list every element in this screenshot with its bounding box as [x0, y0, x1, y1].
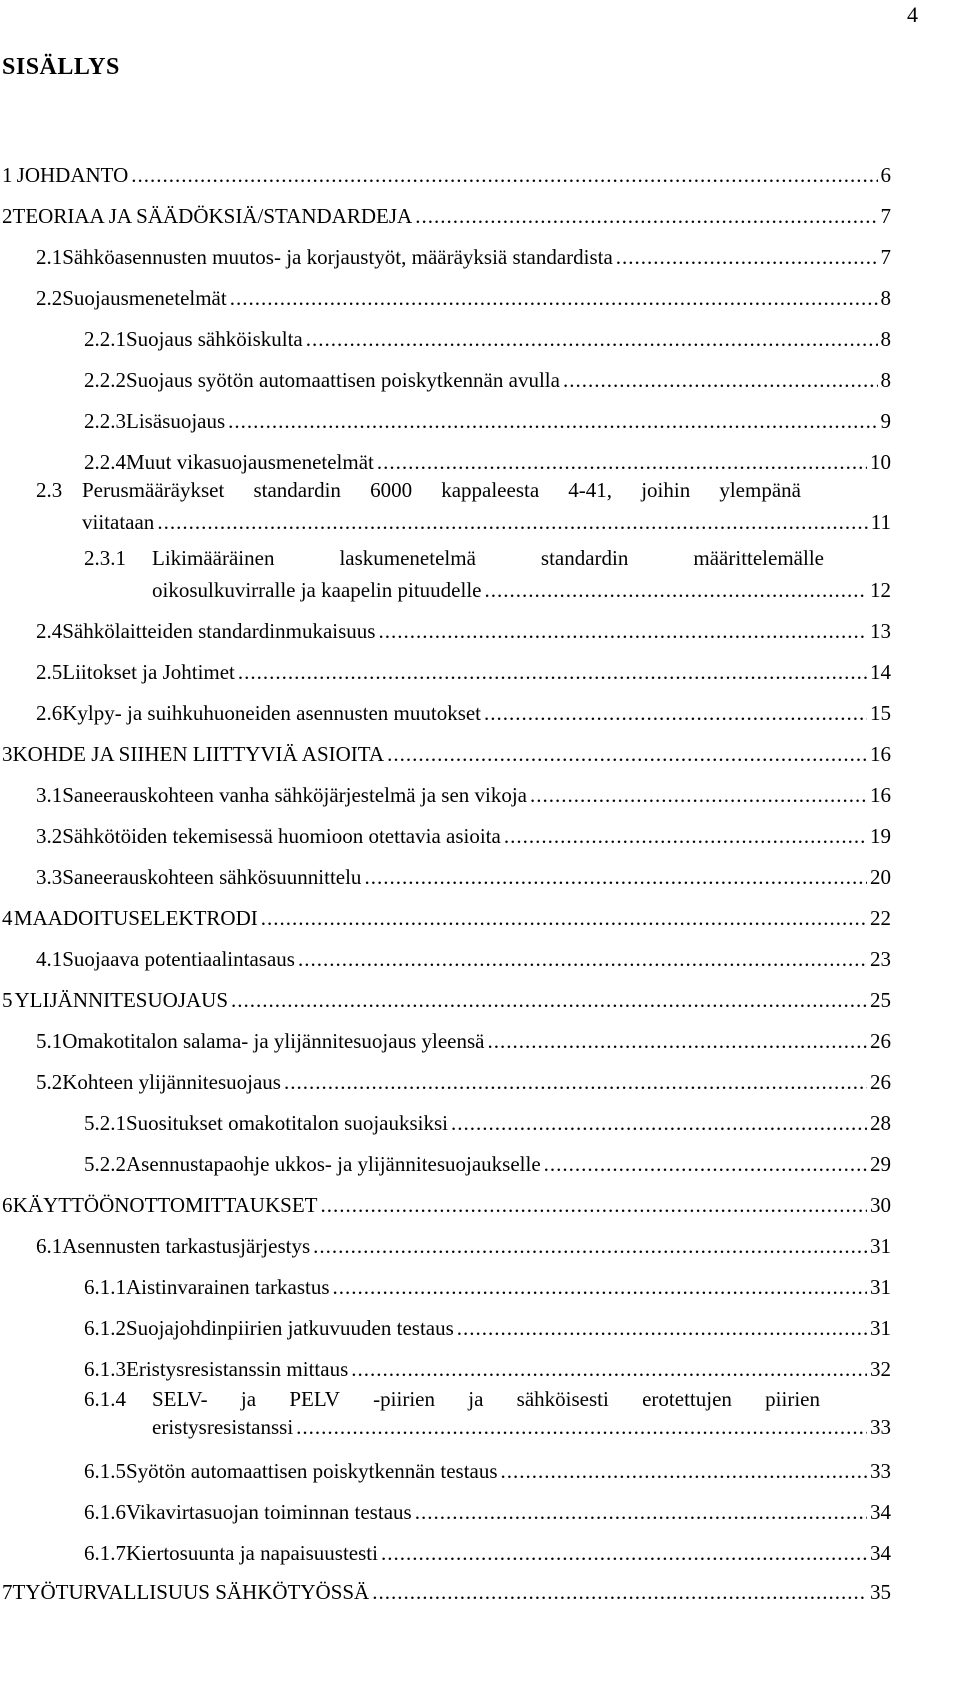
toc-entry-page: 19	[870, 824, 891, 848]
toc-entry-page: 6	[880, 163, 891, 187]
toc-entry[interactable]	[36, 824, 891, 848]
toc-entry-page: 29	[870, 1152, 891, 1176]
leader-dots	[351, 1357, 867, 1381]
toc-entry[interactable]	[84, 1357, 891, 1381]
toc-entry[interactable]	[36, 701, 891, 725]
leader-dots	[261, 906, 867, 930]
toc-entry[interactable]	[36, 1234, 891, 1258]
toc-entry[interactable]	[84, 1316, 891, 1340]
toc-entry-title: Suojajohdinpiirien jatkuvuuden testaus	[126, 1316, 454, 1340]
toc-entry[interactable]	[84, 1387, 891, 1439]
toc-entry-page: 8	[880, 327, 891, 351]
toc-entry-title: eristysresistanssi	[152, 1415, 294, 1439]
toc-entry-page: 8	[880, 368, 891, 392]
toc-entry-title: Saneerauskohteen sähkösuunnittelu	[62, 865, 362, 889]
title-word: määrittelemälle	[693, 546, 824, 570]
toc-entry-title: Suojaus syötön automaattisen poiskytkennän avulla	[126, 368, 560, 392]
toc-entry-page: 34	[870, 1541, 891, 1565]
title-word: SELV-	[152, 1387, 208, 1411]
toc-entry-page: 31	[870, 1234, 891, 1258]
toc-entry[interactable]	[84, 1500, 891, 1524]
leader-dots	[530, 783, 867, 807]
leader-dots	[298, 947, 867, 971]
leader-dots	[387, 742, 867, 766]
leader-dots	[377, 450, 867, 474]
toc-entry-title: Asennustapaohje ukkos- ja ylijännitesuojaukselle	[126, 1152, 541, 1176]
title-word: ja	[240, 1387, 257, 1411]
toc-entry-number: 5	[2, 988, 13, 1012]
title-word: 6000	[370, 478, 413, 502]
toc-entry-title: TEORIAA JA SÄÄDÖKSIÄ/STANDARDEJA	[12, 204, 413, 228]
toc-entry-number: 6	[2, 1193, 13, 1217]
leader-dots	[372, 1580, 867, 1604]
leader-dots	[415, 1500, 867, 1524]
toc-entry-title: MAADOITUSELEKTRODI	[13, 906, 258, 930]
leader-dots	[501, 1459, 867, 1483]
title-word: joihin	[641, 478, 691, 502]
toc-entry-title: Kiertosuunta ja napaisuustesti	[126, 1541, 378, 1565]
toc-entry-number: 6.1.5	[84, 1459, 126, 1483]
leader-dots	[378, 619, 867, 643]
toc-entry[interactable]	[36, 783, 891, 807]
toc-entry[interactable]	[36, 1029, 891, 1053]
toc-entry-number: 6.1.6	[84, 1500, 126, 1524]
toc-entry-page: 31	[870, 1316, 891, 1340]
toc-entry-page: 33	[870, 1459, 891, 1483]
title-word: Perusmääräykset	[82, 478, 225, 502]
toc-entry-title: Syötön automaattisen poiskytkennän testaus	[126, 1459, 498, 1483]
toc-entry-title: Sähköasennusten muutos- ja korjaustyöt, määräyksiä standardista	[62, 245, 613, 269]
toc-entry-number: 2.2	[36, 286, 63, 310]
toc-entry-number: 2.2.3	[84, 409, 126, 433]
title-word: Likimääräinen	[152, 546, 275, 570]
toc-entry[interactable]	[36, 619, 891, 643]
leader-dots	[457, 1316, 867, 1340]
toc-entry-number: 3.3	[36, 865, 63, 889]
toc-entry[interactable]	[84, 1275, 891, 1299]
toc-entry[interactable]	[2, 204, 891, 228]
leader-dots	[313, 1234, 867, 1258]
toc-entry[interactable]	[84, 1459, 891, 1483]
leader-dots	[487, 1029, 867, 1053]
toc-entry[interactable]	[2, 1580, 891, 1604]
toc-entry-number: 6.1.1	[84, 1275, 126, 1299]
leader-dots	[131, 163, 877, 187]
toc-entry-number: 6.1.3	[84, 1357, 126, 1381]
toc-entry-page: 31	[870, 1275, 891, 1299]
toc-entry-page: 26	[870, 1070, 891, 1094]
toc-entry-number: 2.2.2	[84, 368, 126, 392]
leader-dots	[381, 1541, 867, 1565]
toc-entry-page: 20	[870, 865, 891, 889]
toc-entry[interactable]	[2, 742, 891, 766]
toc-entry-page: 7	[880, 245, 891, 269]
toc-entry-title: Vikavirtasuojan toiminnan testaus	[126, 1500, 412, 1524]
title-word: erotettujen	[642, 1387, 732, 1411]
toc-entry-number: 5.2.2	[84, 1152, 126, 1176]
toc-entry[interactable]	[2, 163, 891, 187]
title-word: sähköisesti	[516, 1387, 609, 1411]
toc-entry-title: KOHDE JA SIIHEN LIITTYVIÄ ASIOITA	[12, 742, 385, 766]
toc-entry[interactable]	[36, 286, 891, 310]
toc-entry-number: 6.1.7	[84, 1541, 126, 1565]
toc-entry-number: 6.1.2	[84, 1316, 126, 1340]
leader-dots	[415, 204, 877, 228]
title-word: ylempänä	[719, 478, 801, 502]
toc-entry-page: 16	[870, 783, 891, 807]
toc-entry-page: 28	[870, 1111, 891, 1135]
toc-entry[interactable]	[36, 947, 891, 971]
toc-entry-number: 2.3	[36, 478, 63, 502]
toc-entry-title: Liitokset ja Johtimet	[62, 660, 235, 684]
toc-entry-number: 3	[2, 742, 13, 766]
title-word: ja	[468, 1387, 484, 1411]
toc-entry-title: Kylpy- ja suihkuhuoneiden asennusten muutokset	[62, 701, 482, 725]
toc-entry-page: 12	[870, 578, 891, 602]
toc-entry[interactable]	[84, 368, 891, 392]
leader-dots	[504, 824, 867, 848]
toc-entry[interactable]	[2, 988, 891, 1012]
toc-entry-number: 4.1	[36, 947, 63, 971]
title-word: -piirien	[373, 1387, 435, 1411]
leader-dots	[230, 286, 878, 310]
toc-entry[interactable]	[2, 906, 891, 930]
toc-entry-number: 5.1	[36, 1029, 63, 1053]
toc-entry-page: 34	[870, 1500, 891, 1524]
toc-entry-number: 2.3.1	[84, 546, 126, 570]
toc-entry-title: Aistinvarainen tarkastus	[126, 1275, 330, 1299]
toc-entry-number: 1	[2, 163, 13, 187]
toc-entry-title-line1	[82, 478, 801, 502]
toc-entry-number: 3.2	[36, 824, 63, 848]
toc-entry-title: Suositukset omakotitalon suojauksiksi	[126, 1111, 449, 1135]
toc-entry[interactable]	[36, 245, 891, 269]
toc-entry-number: 6.1	[36, 1234, 63, 1258]
toc-entry-page: 7	[880, 204, 891, 228]
toc-entry-number: 2.2.1	[84, 327, 126, 351]
toc-entry-number: 5.2	[36, 1070, 63, 1094]
toc-entry-page: 16	[870, 742, 891, 766]
toc-entry-title: Asennusten tarkastusjärjestys	[62, 1234, 311, 1258]
toc-entry-number: 2.5	[36, 660, 63, 684]
toc-entry-page: 15	[870, 701, 891, 725]
page-number: 4	[907, 2, 918, 27]
leader-dots	[563, 368, 878, 392]
toc-entry[interactable]	[84, 1152, 891, 1176]
toc-entry-title: viitataan	[82, 510, 155, 534]
toc-entry[interactable]	[84, 409, 891, 433]
toc-entry[interactable]	[36, 660, 891, 684]
toc-entry-number: 3.1	[36, 783, 63, 807]
leader-dots	[231, 988, 867, 1012]
toc-entry-title: Suojausmenetelmät	[62, 286, 227, 310]
toc-entry[interactable]	[84, 450, 891, 474]
toc-entry-number: 2	[2, 204, 13, 228]
toc-entry-number: 2.6	[36, 701, 63, 725]
leader-dots	[238, 660, 867, 684]
toc-entry-title: Sähkötöiden tekemisessä huomioon otettavia asioita	[62, 824, 501, 848]
toc-entry-page: 32	[870, 1357, 891, 1381]
toc-entry-page: 9	[880, 409, 891, 433]
leader-dots	[284, 1070, 867, 1094]
leader-dots	[306, 327, 878, 351]
leader-dots	[451, 1111, 867, 1135]
title-word: PELV	[289, 1387, 340, 1411]
toc-entry-page: 23	[870, 947, 891, 971]
toc-entry-title: oikosulkuvirralle ja kaapelin pituudelle	[152, 578, 482, 602]
toc-entry-page: 8	[880, 286, 891, 310]
toc-entry-page: 25	[870, 988, 891, 1012]
leader-dots	[544, 1152, 867, 1176]
toc-entry-page: 14	[870, 660, 891, 684]
leader-dots	[484, 701, 867, 725]
toc-entry[interactable]	[36, 1070, 891, 1094]
toc-entry-title-line1	[152, 1387, 820, 1411]
toc-entry-title: Suojaus sähköiskulta	[126, 327, 303, 351]
toc-entry-title: Omakotitalon salama- ja ylijännitesuojaus yleensä	[62, 1029, 485, 1053]
title-word: standardin	[253, 478, 341, 502]
toc-entry[interactable]	[2, 1193, 891, 1217]
toc-entry[interactable]	[84, 546, 891, 602]
toc-entry-title: Lisäsuojaus	[126, 409, 226, 433]
toc-entry-number: 2.2.4	[84, 450, 126, 474]
leader-dots	[157, 510, 867, 534]
toc-entry-number: 7	[2, 1580, 13, 1604]
toc-entry-title: YLIJÄNNITESUOJAUS	[14, 988, 228, 1012]
toc-entry[interactable]	[36, 865, 891, 889]
toc-entry-title: Kohteen ylijännitesuojaus	[62, 1070, 281, 1094]
toc-entry[interactable]	[84, 1111, 891, 1135]
title-word: standardin	[540, 546, 629, 570]
toc-entry-number: 2.1	[36, 245, 63, 269]
title-word: piirien	[765, 1387, 820, 1411]
toc-entry-title: JOHDANTO	[16, 163, 129, 187]
toc-entry-title: TYÖTURVALLISUUS SÄHKÖTYÖSSÄ	[12, 1580, 370, 1604]
title-word: laskumenetelmä	[339, 546, 476, 570]
toc-entry[interactable]	[84, 327, 891, 351]
toc-entry-page: 10	[870, 450, 891, 474]
toc-entry[interactable]	[36, 478, 891, 534]
leader-dots	[296, 1415, 867, 1439]
toc-entry-page: 33	[870, 1415, 891, 1439]
toc-entry-page: 35	[870, 1580, 891, 1604]
toc-entry[interactable]	[84, 1541, 891, 1565]
leader-dots	[333, 1275, 867, 1299]
toc-entry-page: 26	[870, 1029, 891, 1053]
toc-entry-number: 6.1.4	[84, 1387, 126, 1411]
toc-entry-title-line1	[152, 546, 824, 570]
toc-entry-title: KÄYTTÖÖNOTTOMITTAUKSET	[12, 1193, 318, 1217]
toc-entry-page: 30	[870, 1193, 891, 1217]
toc-entry-title: Muut vikasuojausmenetelmät	[126, 450, 374, 474]
leader-dots	[320, 1193, 867, 1217]
toc-entry-page: 13	[870, 619, 891, 643]
toc-entry-page: 11	[870, 510, 891, 534]
leader-dots	[485, 578, 868, 602]
leader-dots	[228, 409, 877, 433]
toc-heading: SISÄLLYS	[2, 54, 120, 80]
toc-entry-number: 4	[2, 906, 13, 930]
leader-dots	[364, 865, 867, 889]
toc-entry-page: 22	[870, 906, 891, 930]
toc-entry-number: 2.4	[36, 619, 63, 643]
toc-entry-title: Suojaava potentiaalintasaus	[62, 947, 295, 971]
title-word: kappaleesta	[441, 478, 540, 502]
toc-entry-number: 5.2.1	[84, 1111, 126, 1135]
toc-entry-title: Sähkölaitteiden standardinmukaisuus	[62, 619, 376, 643]
leader-dots	[616, 245, 878, 269]
toc-entry-title: Saneerauskohteen vanha sähköjärjestelmä ja sen vikoja	[62, 783, 527, 807]
toc-entry-title: Eristysresistanssin mittaus	[126, 1357, 349, 1381]
title-word: 4-41,	[568, 478, 613, 502]
